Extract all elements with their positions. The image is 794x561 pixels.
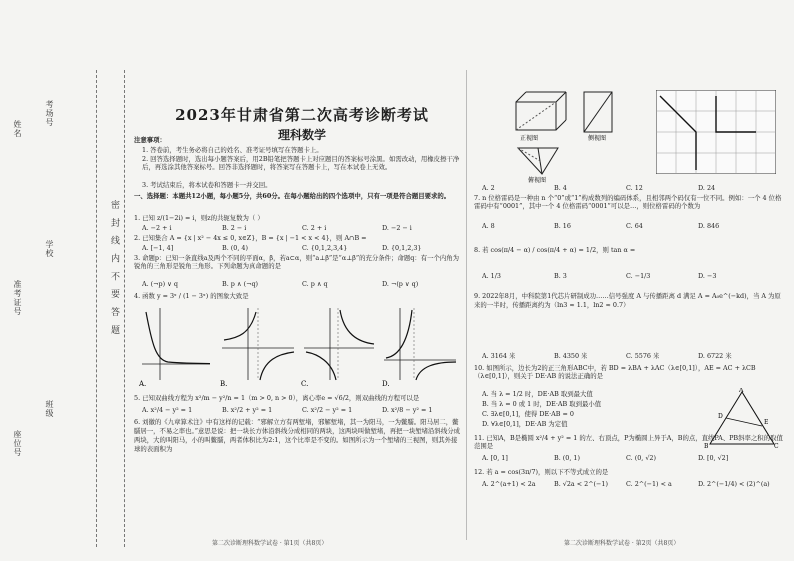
q6-three-view-figure <box>512 84 652 184</box>
q3-option-c: C. p ∧ q <box>302 280 328 288</box>
q4-label-a: A. <box>139 380 147 388</box>
q1-option-d: D. −2 − i <box>382 224 412 232</box>
q7-option-c: C. 64 <box>626 222 643 230</box>
q2-stem: 2. 已知集合 A = {x | x² − 4x ≤ 0, x∈Z}，B = {x | −1 < x < 4}，则 A∩B = <box>134 234 367 242</box>
q12-option-d: D. 2^(−1/4) < (2)^(a) <box>698 480 770 488</box>
q6-stem: 6. 刘徽的《九章算术注》中有这样的记载：“邪解立方有两堑堵，邪解堑堵，其一为阳马，一为鳖臑。阳马居二，鳖臑居一，不易之率也。”意思是说：把一块长方体沿斜线分成相同的两块，这两块叫做堑堵，再把一块堑堵沿斜线分成两块，大的叫阳马，小的叫鳖臑，两者体积比为2:1，这个比率是不变的。如图所示为一个堑堵的三视图，则其外接球的表面积为 <box>134 418 460 453</box>
q1-option-a: A. −2 + i <box>142 224 172 232</box>
q4-graph-b <box>220 308 294 388</box>
binding-field-school: 学校 <box>45 240 54 258</box>
q4-graph-options <box>138 304 458 388</box>
q11-option-b: B. (0, 1) <box>554 454 580 462</box>
q10-point-d: D <box>718 413 723 420</box>
q11-option-c: C. (0, √2) <box>626 454 656 462</box>
binding-field-name: 姓名 <box>13 120 22 138</box>
q10-option-c: C. ∃λ∈[0,1]，使得 DE·AB = 0 <box>482 410 574 418</box>
q10-option-d: D. ∀λ∈[0,1]，DE·AB 为定值 <box>482 420 568 428</box>
q7-stem: 7. n 位格雷码是一种由 n 个“0”或“1”构成数列的编码体系，且相邻两个码仅有一位不同。例如：一个 4 位格雷码中有“0001”，其中一个 4 位格雷码“0001”可以是…，则位格雷码的个数为 <box>474 194 782 210</box>
q8-stem: 8. 若 cos(π/4 − α) / cos(π/4 + α) = 1/2，则 tan α = <box>474 246 636 254</box>
q3-option-a: A. (¬p) ∨ q <box>142 280 178 288</box>
q4-label-c: C. <box>301 380 309 388</box>
binding-field-id: 准考证号 <box>13 280 22 316</box>
notice-heading: 注意事项： <box>134 136 166 144</box>
q11-option-a: A. [0, 1] <box>482 454 508 462</box>
binding-warning: 密 封 线 内 不 要 答 题 <box>109 200 119 338</box>
q12-option-b: B. √2a < 2^(−1) <box>554 480 608 488</box>
footer-left: 第二次诊断理科数学试卷 · 第1页（共8页） <box>212 540 328 547</box>
q11-stem: 11. 已知A，B是椭圆 x²/4 + y² = 1 的左、右顶点，P为椭圆上异于A，B的点，直线PA、PB斜率之积的取值范围是 <box>474 434 783 450</box>
q10-point-e: E <box>764 419 769 426</box>
left-page <box>128 0 464 561</box>
binding-field-class: 班级 <box>45 400 54 418</box>
front-view-label: 正视图 <box>520 135 539 142</box>
notice-item-2: 2. 回答选择题时，选出每小题答案后，用2B铅笔把答题卡上对应题目的答案标号涂黑。如需改动，用橡皮擦干净后，再选涂其他答案标号。回答非选择题时，将答案写在答题卡上，写在本试卷上无效。 <box>142 155 460 171</box>
binding-field-room: 考场号 <box>45 100 54 127</box>
q10-point-c: C <box>774 443 779 450</box>
q3-option-d: D. ¬(p ∨ q) <box>382 280 419 288</box>
q3-option-b: B. p ∧ (¬q) <box>222 280 259 288</box>
q9-stem: 9. 2022年8月，中科院第1代芯片研制成功……信号强度 A 与传播距离 d 满足 A = A₀e^(−kd)，当 A 为原来的一半时，传播距离约为（ln3 ≈ 1.1，ln2 ≈ 0.7） <box>474 292 781 309</box>
seal-line-1 <box>96 70 97 547</box>
q9-option-b: B. 4350 米 <box>554 352 588 360</box>
q2-option-a: A. [−1, 4] <box>142 244 174 252</box>
q10-stem: 10. 如图所示，边长为2的正三角形ABC中，若 BD = λBA + λAC（λ∈[0,1]），AE = AC + λCB（λ∈[0,1]），则关于 DE·AB 的说法正确的是 <box>474 364 756 380</box>
front-view-drawing <box>516 92 566 142</box>
q10-option-b: B. 当 λ = 0 或 1 时，DE·AB 取到最小值 <box>482 400 602 408</box>
q12-option-a: A. 2^(a+1) < 2a <box>482 480 536 488</box>
q6-option-b: B. 4 <box>554 184 567 192</box>
q5-option-b: B. x²/2 + y² = 1 <box>222 406 273 414</box>
q8-option-b: B. 3 <box>554 272 567 280</box>
q5-option-c: C. x²/2 − y² = 1 <box>302 406 353 414</box>
q7-option-d: D. 846 <box>698 222 720 230</box>
footer-right: 第二次诊断理科数学试卷 · 第2页（共8页） <box>564 540 680 547</box>
page-divider <box>466 70 467 540</box>
q4-label-b: B. <box>220 380 228 388</box>
q6-option-d: D. 24 <box>698 184 716 192</box>
side-view-drawing <box>584 92 612 142</box>
q3-stem: 3. 命题p：已知一条直线a及两个不同的平面α，β，若a⊂α，则“a⊥β”是“α⊥β”的充分条件；命题q：有一个内角为锐角的三角形是锐角三角形。下列命题为真命题的是 <box>134 254 460 270</box>
side-view-label: 侧视图 <box>588 135 607 142</box>
q4-graph-c <box>301 308 374 388</box>
q6-option-c: C. 12 <box>626 184 643 192</box>
q10-option-a: A. 当 λ = 1/2 时，DE·AB 取到最大值 <box>482 390 593 398</box>
q5-option-d: D. x²/8 − y² = 1 <box>382 406 433 414</box>
q1-stem: 1. 已知 z/(1−2i) = i，则z的共轭复数为（ ） <box>134 214 264 222</box>
q2-option-b: B. (0, 4) <box>222 244 248 252</box>
seal-line-2 <box>124 70 125 547</box>
exam-title: 2023年甘肃省第二次高考诊断考试 <box>175 106 429 124</box>
notice-item-3: 3. 考试结束后，将本试卷和答题卡一并交回。 <box>142 181 272 189</box>
q12-stem: 12. 若 a = cos(3π/7)，则以下不等式成立的是 <box>474 468 609 476</box>
q1-option-b: B. 2 − i <box>222 224 247 232</box>
q4-graph-a <box>138 308 210 388</box>
q9-option-a: A. 3164 米 <box>482 352 516 360</box>
q8-option-d: D. −3 <box>698 272 717 280</box>
top-view-drawing <box>518 148 558 184</box>
q4-stem: 4. 函数 y = 3ˣ / (1 − 3ˣ) 的图象大致是 <box>134 292 249 300</box>
q2-option-c: C. {0,1,2,3,4} <box>302 244 348 252</box>
right-page <box>468 0 788 561</box>
q8-option-a: A. 1/3 <box>482 272 501 280</box>
q10-point-a: A <box>739 388 744 394</box>
q6-option-a: A. 2 <box>482 184 495 192</box>
q1-option-c: C. 2 + i <box>302 224 327 232</box>
q10-point-b: B <box>704 443 709 450</box>
q9-option-c: C. 5576 米 <box>626 352 660 360</box>
q4-label-d: D. <box>382 380 390 388</box>
exam-subject: 理科数学 <box>277 128 326 142</box>
binding-column <box>8 80 126 550</box>
binding-field-seat: 座位号 <box>13 430 22 457</box>
q4-graph-d <box>382 308 456 388</box>
q7-option-b: B. 16 <box>554 222 571 230</box>
notice-item-1: 1. 答卷前，考生务必将自己的姓名、准考证号填写在答题卡上。 <box>142 146 323 154</box>
q11-option-d: D. [0, √2] <box>698 454 729 462</box>
top-view-label: 俯视图 <box>528 177 547 184</box>
q6-grid-figure <box>656 90 776 174</box>
q2-option-d: D. {0,1,2,3} <box>382 244 422 252</box>
q8-option-c: C. −1/3 <box>626 272 651 280</box>
section1-heading: 一、选择题：本题共12小题，每小题5分，共60分。在每小题给出的四个选项中，只有一项是符合题目要求的。 <box>134 192 451 200</box>
q12-option-c: C. 2^(−1) < a <box>626 480 672 488</box>
q9-option-d: D. 6722 米 <box>698 352 732 360</box>
q5-option-a: A. x²/4 − y² = 1 <box>142 406 193 414</box>
q7-option-a: A. 8 <box>482 222 495 230</box>
q5-stem: 5. 已知双曲线方程为 x²/m − y²/n = 1（m > 0, n > 0），离心率e = √6/2，则双曲线的方程可以是 <box>134 394 420 402</box>
